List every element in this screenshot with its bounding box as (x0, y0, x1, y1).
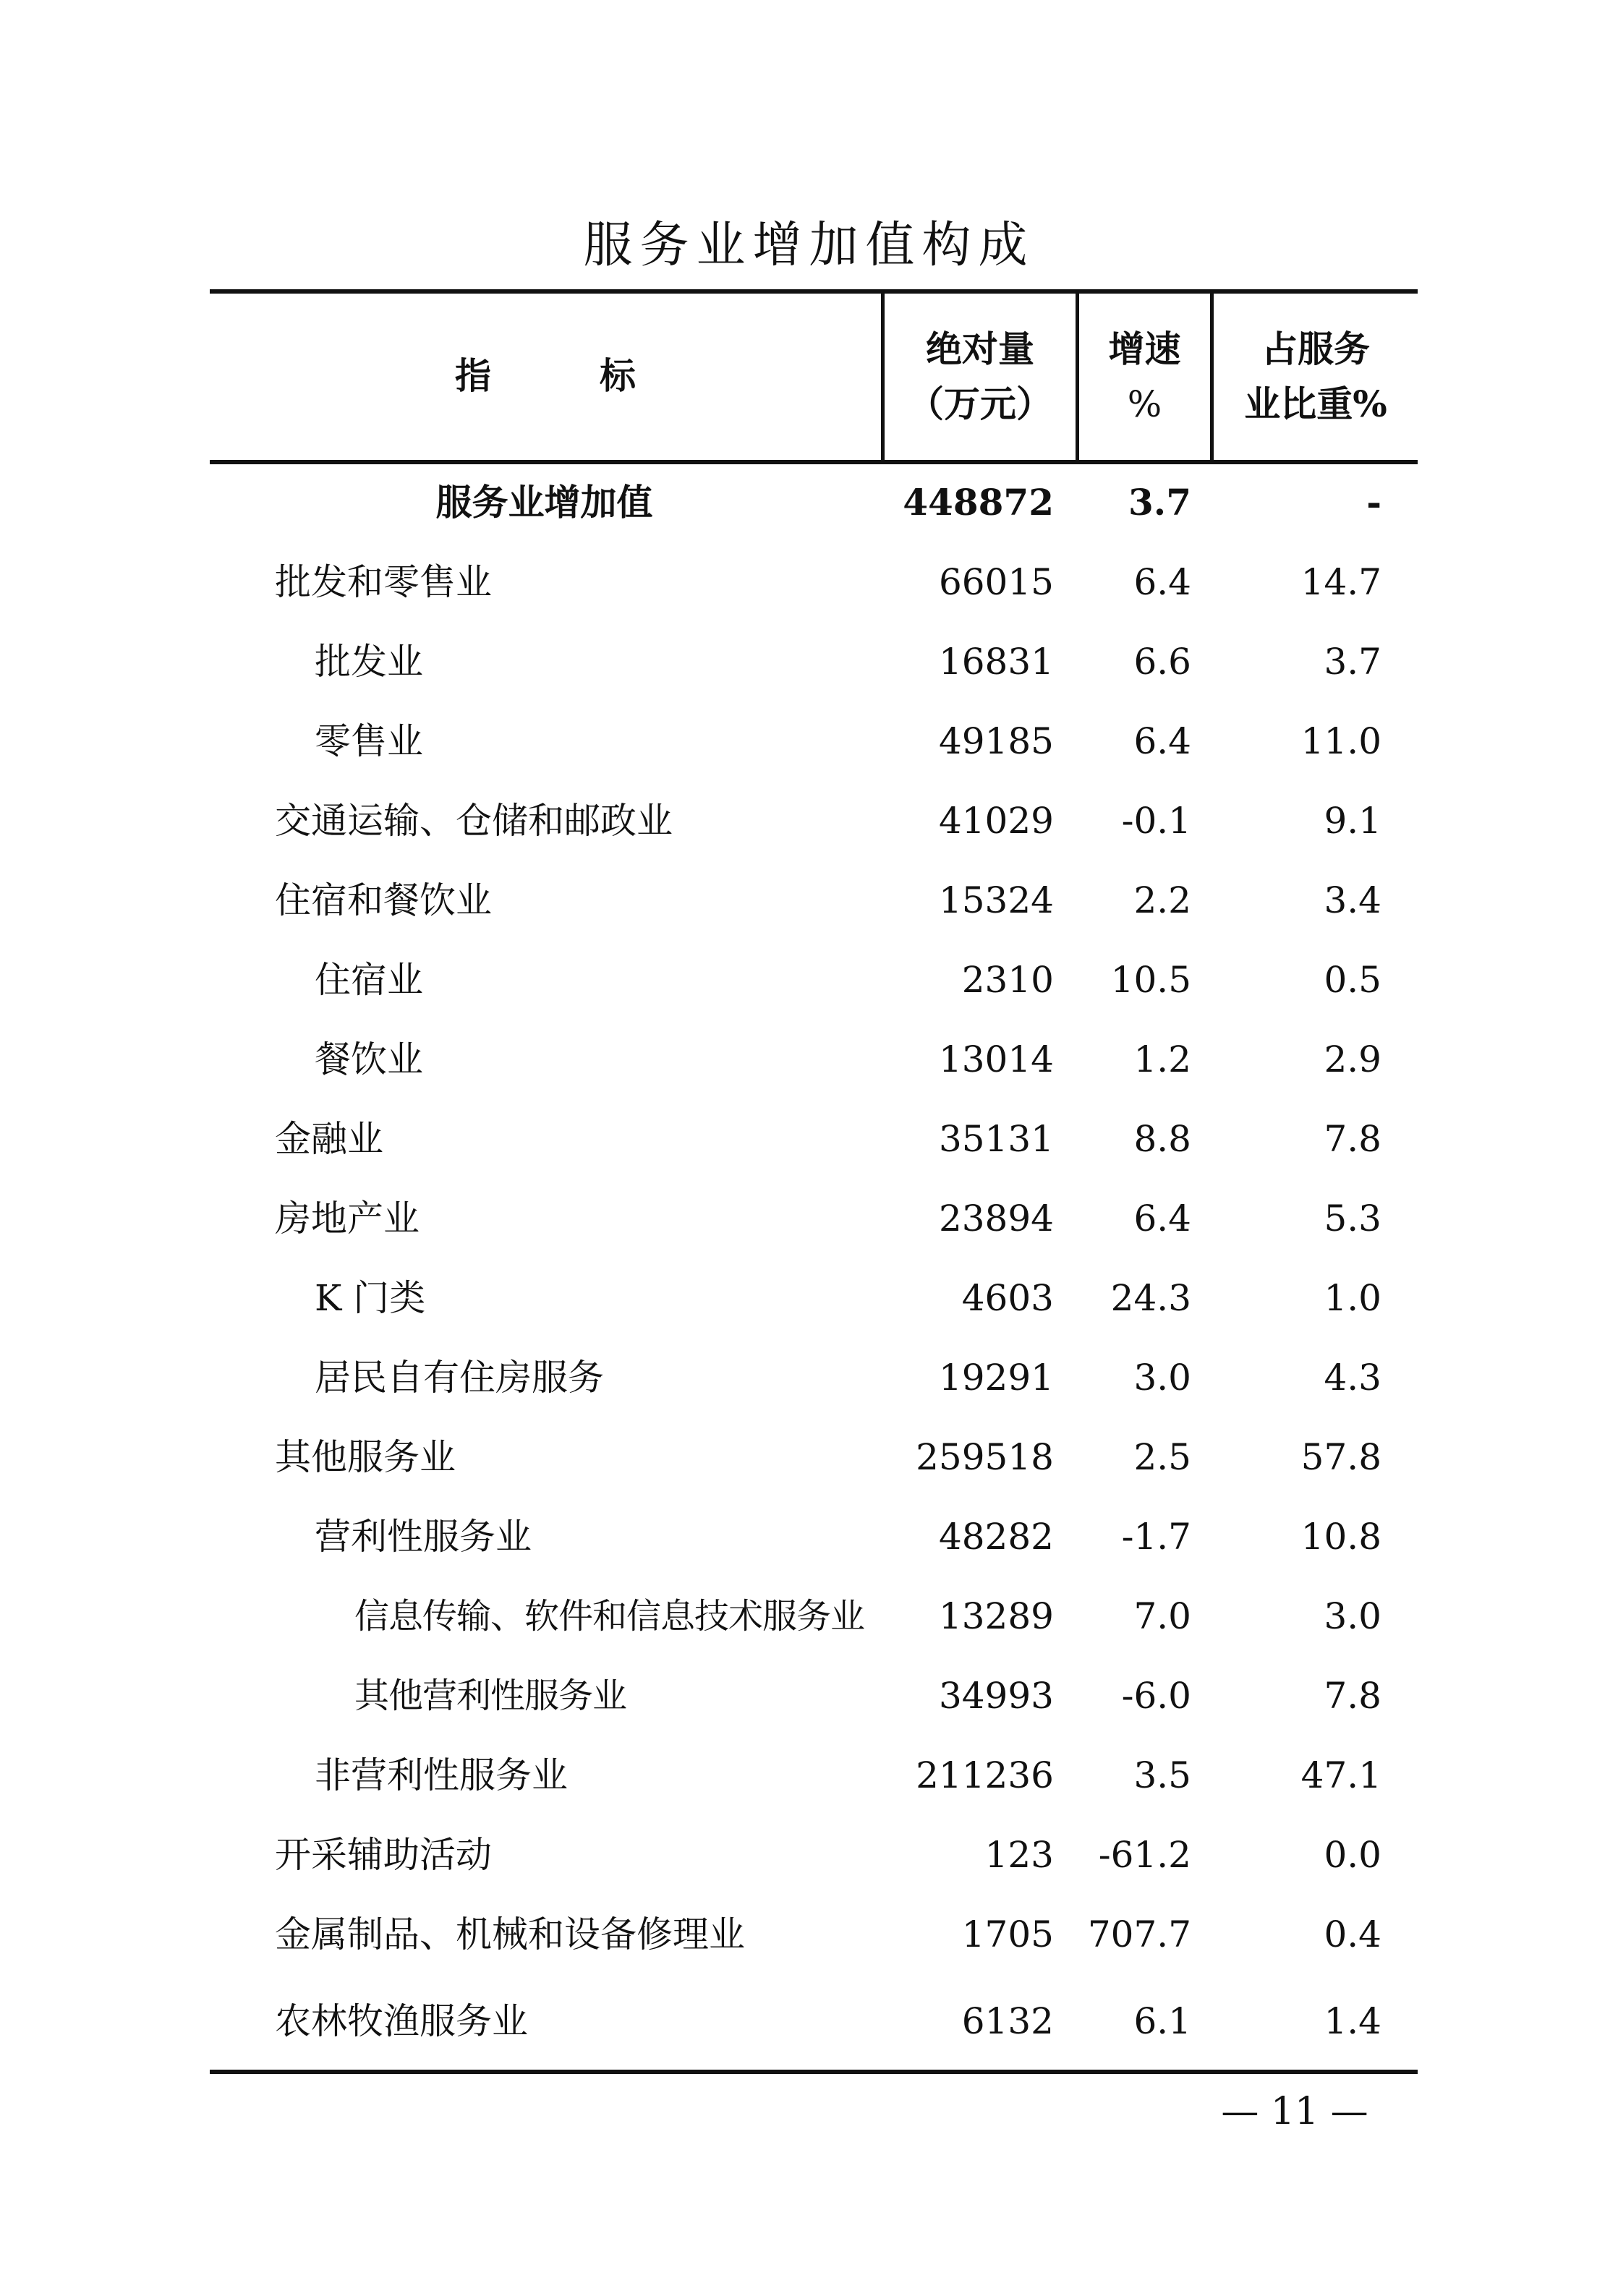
table-row (210, 1667, 1418, 1725)
row-label: 零售业 (315, 720, 423, 762)
row-label: 批发业 (315, 641, 423, 683)
row-label: 住宿业 (315, 959, 423, 1001)
row-absolute: 123 (984, 1834, 1054, 1876)
header-share (1214, 322, 1418, 432)
table-row (210, 474, 1418, 532)
row-share: 2.9 (1324, 1038, 1381, 1080)
row-label: 餐饮业 (315, 1038, 423, 1080)
row-growth: 6.4 (1133, 1198, 1191, 1239)
row-growth: 707.7 (1087, 1913, 1191, 1955)
table-row (210, 712, 1418, 770)
row-growth: -0.1 (1121, 800, 1191, 842)
row-growth: 10.5 (1110, 959, 1191, 1001)
row-growth: 7.0 (1133, 1595, 1191, 1637)
table-row (210, 871, 1418, 929)
row-share: 3.0 (1324, 1595, 1381, 1637)
row-growth: 6.1 (1133, 2000, 1191, 2042)
row-share: - (1366, 481, 1381, 524)
table-row (210, 1826, 1418, 1884)
row-absolute: 211236 (916, 1754, 1054, 1796)
row-growth: 6.4 (1133, 561, 1191, 603)
table-row (210, 792, 1418, 850)
row-absolute: 13289 (938, 1595, 1054, 1637)
row-absolute: 41029 (938, 800, 1054, 842)
row-absolute: 48282 (938, 1516, 1054, 1558)
row-share: 5.3 (1324, 1198, 1381, 1239)
row-label: 开采辅助活动 (275, 1834, 492, 1876)
row-absolute: 6132 (961, 2000, 1054, 2042)
row-label: 住宿和餐饮业 (275, 879, 492, 921)
header-absolute-line1: 绝对量 (926, 328, 1034, 370)
header-growth-line1: 增速 (1108, 328, 1181, 370)
row-absolute: 49185 (938, 720, 1054, 762)
row-growth: -1.7 (1121, 1516, 1191, 1558)
row-share: 0.0 (1324, 1834, 1381, 1876)
row-label: 金融业 (275, 1118, 383, 1160)
row-absolute: 34993 (938, 1675, 1054, 1717)
row-label: 非营利性服务业 (315, 1754, 568, 1796)
table-row (210, 1587, 1418, 1645)
row-absolute: 16831 (938, 641, 1054, 683)
row-label: 其他营利性服务业 (354, 1676, 627, 1716)
row-share: 3.4 (1324, 879, 1381, 921)
row-absolute: 66015 (938, 561, 1054, 603)
table-row (210, 1992, 1418, 2050)
row-absolute: 19291 (938, 1357, 1054, 1399)
row-growth: 8.8 (1133, 1118, 1191, 1160)
table-row (210, 1030, 1418, 1088)
row-share: 0.4 (1324, 1913, 1381, 1955)
row-growth: 3.7 (1128, 481, 1191, 524)
row-growth: 6.6 (1133, 641, 1191, 683)
page-title: 服务业增加值构成 (583, 217, 1035, 274)
row-growth: 3.5 (1133, 1754, 1191, 1796)
row-absolute: 448872 (903, 481, 1054, 524)
row-absolute: 259518 (916, 1436, 1054, 1478)
row-growth: 6.4 (1133, 720, 1191, 762)
page-number: — 11 — (1221, 2090, 1368, 2133)
row-label: 信息传输、软件和信息技术服务业 (354, 1596, 865, 1636)
header-absolute (885, 322, 1076, 432)
table-row (210, 1349, 1418, 1407)
row-absolute: 13014 (938, 1038, 1054, 1080)
table-row (210, 1110, 1418, 1168)
header-bottom-rule (210, 460, 1418, 464)
row-share: 14.7 (1300, 561, 1381, 603)
row-growth: 2.2 (1133, 879, 1191, 921)
table-row (210, 553, 1418, 611)
row-growth: 3.0 (1133, 1357, 1191, 1399)
row-share: 11.0 (1300, 720, 1381, 762)
row-share: 57.8 (1300, 1436, 1381, 1478)
header-share-line2: 业比重% (1244, 383, 1387, 425)
table-bottom-rule (210, 2070, 1418, 2074)
row-growth: 24.3 (1110, 1277, 1191, 1319)
table-row (210, 633, 1418, 691)
row-label: 批发和零售业 (275, 561, 492, 603)
table-row (210, 951, 1418, 1009)
row-absolute: 15324 (938, 879, 1054, 921)
row-label: 农林牧渔服务业 (275, 2000, 528, 2042)
row-absolute: 23894 (938, 1198, 1054, 1239)
row-growth: 1.2 (1133, 1038, 1191, 1080)
row-share: 4.3 (1324, 1357, 1381, 1399)
table-row (210, 1269, 1418, 1327)
row-share: 7.8 (1324, 1675, 1381, 1717)
row-label: 房地产业 (275, 1198, 420, 1239)
header-absolute-line2: （万元） (908, 383, 1052, 425)
row-label: 其他服务业 (275, 1436, 456, 1478)
row-share: 47.1 (1300, 1754, 1381, 1796)
row-growth: 2.5 (1133, 1436, 1191, 1478)
row-label: 居民自有住房服务 (315, 1357, 604, 1399)
table-row (210, 1428, 1418, 1486)
row-growth: -6.0 (1121, 1675, 1191, 1717)
row-share: 7.8 (1324, 1118, 1381, 1160)
table-row (210, 1190, 1418, 1247)
row-share: 1.0 (1324, 1277, 1381, 1319)
row-share: 3.7 (1324, 641, 1381, 683)
row-absolute: 2310 (961, 959, 1054, 1001)
row-share: 9.1 (1324, 800, 1381, 842)
row-growth: -61.2 (1098, 1834, 1191, 1876)
row-share: 10.8 (1300, 1516, 1381, 1558)
row-label: 营利性服务业 (315, 1516, 532, 1558)
table-row (210, 1508, 1418, 1566)
header-share-line1: 占服务 (1261, 328, 1370, 370)
row-label: 金属制品、机械和设备修理业 (275, 1913, 745, 1955)
row-absolute: 4603 (961, 1277, 1054, 1319)
row-share: 0.5 (1324, 959, 1381, 1001)
table-row (210, 1746, 1418, 1804)
row-share: 1.4 (1324, 2000, 1381, 2042)
row-absolute: 35131 (938, 1118, 1054, 1160)
table-row (210, 1905, 1418, 1963)
header-indicator: 指 标 (455, 354, 636, 397)
row-label: 交通运输、仓储和邮政业 (275, 800, 673, 842)
header-growth (1079, 322, 1210, 432)
table-top-rule (210, 289, 1418, 294)
row-label: 服务业增加值 (435, 481, 653, 524)
row-absolute: 1705 (961, 1913, 1054, 1955)
header-growth-line2: % (1127, 383, 1162, 425)
row-label: K 门类 (315, 1277, 426, 1319)
